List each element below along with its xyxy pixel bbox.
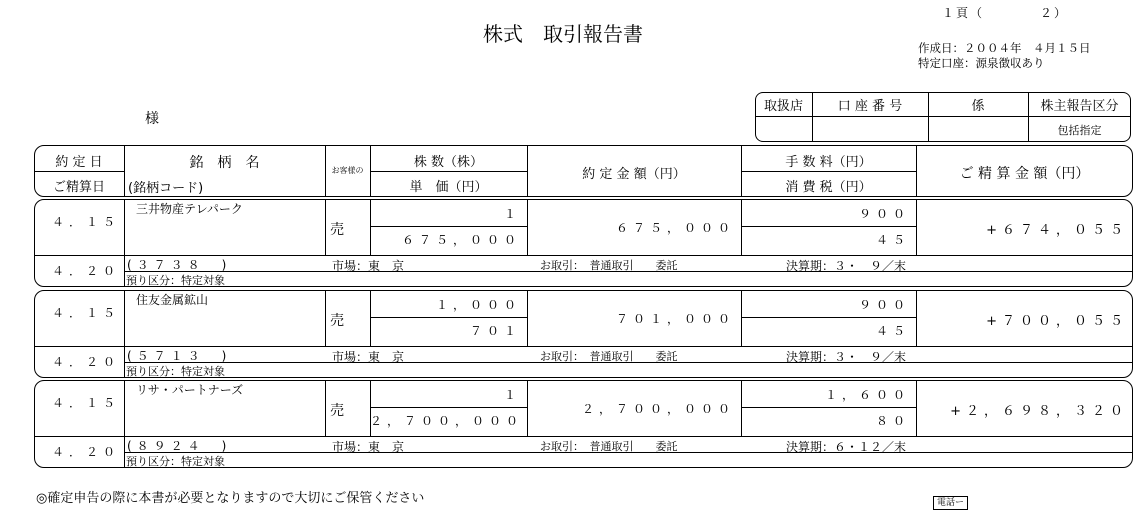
- divider-line: [124, 380, 125, 468]
- tax-value: ８０: [875, 414, 910, 428]
- stock-name: 三井物産テレパーク: [136, 202, 243, 216]
- fee-value: １，６００: [824, 388, 910, 402]
- divider-line: [370, 407, 527, 408]
- settlement-value: +７００，０５５: [986, 314, 1128, 329]
- customer-suffix: 様: [145, 111, 159, 127]
- divider-line: [124, 290, 125, 378]
- divider-line: [325, 380, 326, 436]
- stock-name: 住友金属鉱山: [136, 293, 209, 307]
- shares-value: １，０００: [435, 298, 521, 312]
- divider-line: [325, 290, 326, 346]
- header-contract-amount: 約 定 金 額（円）: [582, 167, 686, 182]
- transaction-info: お取引： 普通取引 委託: [540, 350, 678, 363]
- unit-price-value: ７０１: [469, 324, 521, 338]
- info-header-branch: 取扱店: [763, 99, 803, 114]
- settlement-value: +６７４，０５５: [986, 223, 1128, 238]
- tax-value: ４５: [875, 324, 910, 338]
- shares-value: １: [503, 207, 521, 221]
- header-code: (銘柄コード): [128, 181, 204, 196]
- custody-type: 預り区分：特定対象: [126, 365, 225, 378]
- info-header-account: 口 座 番 号: [837, 99, 903, 114]
- market-info: 市場：東 京: [332, 350, 405, 364]
- divider-line: [325, 199, 326, 255]
- settle-date: ４．２０: [51, 264, 120, 278]
- header-settlement: ご 精 算 金 額（円）: [959, 166, 1090, 182]
- market-info: 市場：東 京: [332, 259, 405, 273]
- divider-line: [370, 317, 527, 318]
- trade-date: ４．１５: [51, 396, 120, 410]
- fee-value: ９００: [858, 298, 910, 312]
- header-name: 銘 柄 名: [189, 155, 260, 171]
- contract-amount-value: ２，７００，０００: [581, 402, 735, 416]
- header-settle-date: ご精算日: [52, 180, 105, 195]
- document-title: 株式 取引報告書: [483, 22, 643, 46]
- settle-date: ４．２０: [51, 355, 120, 369]
- info-header-report-type: 株主報告区分: [1040, 99, 1119, 114]
- info-header-staff: 係: [971, 99, 985, 114]
- page-number: １頁（ ２）: [942, 6, 1069, 20]
- settlement-value: +２，６９８，３２０: [950, 404, 1128, 419]
- header-unit-price: 単 価（円）: [409, 180, 488, 195]
- unit-price-value: ６７５，０００: [401, 233, 521, 247]
- transaction-info: お取引： 普通取引 委託: [540, 440, 678, 453]
- header-side: お客様の: [331, 166, 364, 175]
- divider-line: [124, 199, 125, 287]
- divider-line: [741, 226, 916, 227]
- divider-line: [741, 317, 916, 318]
- phone-stamp: 電話ー: [933, 496, 968, 510]
- trade-side: 売: [330, 222, 344, 238]
- unit-price-value: ２，７００，０００: [370, 414, 524, 428]
- stock-code: (８９２４ ): [127, 439, 232, 453]
- transaction-info: お取引： 普通取引 委託: [540, 259, 678, 272]
- contract-amount-value: ６７５，０００: [615, 221, 735, 235]
- trade-side: 売: [330, 313, 344, 329]
- custody-type: 預り区分：特定対象: [126, 455, 225, 468]
- divider-line: [370, 226, 527, 227]
- stock-code: (５７１３ ): [127, 349, 232, 363]
- fiscal-period: 決算期：３・ ９／末: [786, 350, 907, 364]
- header-tax: 消 費 税（円）: [785, 180, 872, 195]
- account-type: 特定口座：源泉徴収あり: [918, 56, 1045, 70]
- fiscal-period: 決算期：３・ ９／末: [786, 259, 907, 273]
- shares-value: １: [503, 388, 521, 402]
- header-trade-date: 約 定 日: [55, 155, 103, 170]
- tax-value: ４５: [875, 233, 910, 247]
- settle-date: ４．２０: [51, 445, 120, 459]
- created-date: 作成日：２００４年 ４月１５日: [918, 41, 1091, 55]
- divider-line: [741, 407, 916, 408]
- footer-note: ◎確定申告の際に本書が必要となりますので大切にご保管ください: [36, 491, 425, 506]
- trade-date: ４．１５: [51, 215, 120, 229]
- stock-code: (３７３８ ): [127, 258, 232, 272]
- stock-name: リサ・パートナーズ: [136, 383, 244, 397]
- trade-side: 売: [330, 403, 344, 419]
- header-fee: 手 数 料（円）: [785, 155, 872, 170]
- info-value-report-type: 包括指定: [1057, 124, 1102, 137]
- fee-value: ９００: [858, 207, 910, 221]
- contract-amount-value: ７０１，０００: [615, 312, 735, 326]
- fiscal-period: 決算期：６・１２／末: [786, 440, 907, 454]
- trade-date: ４．１５: [51, 306, 120, 320]
- market-info: 市場：東 京: [332, 440, 405, 454]
- custody-type: 預り区分：特定対象: [126, 274, 225, 287]
- header-shares: 株 数（株）: [413, 155, 484, 170]
